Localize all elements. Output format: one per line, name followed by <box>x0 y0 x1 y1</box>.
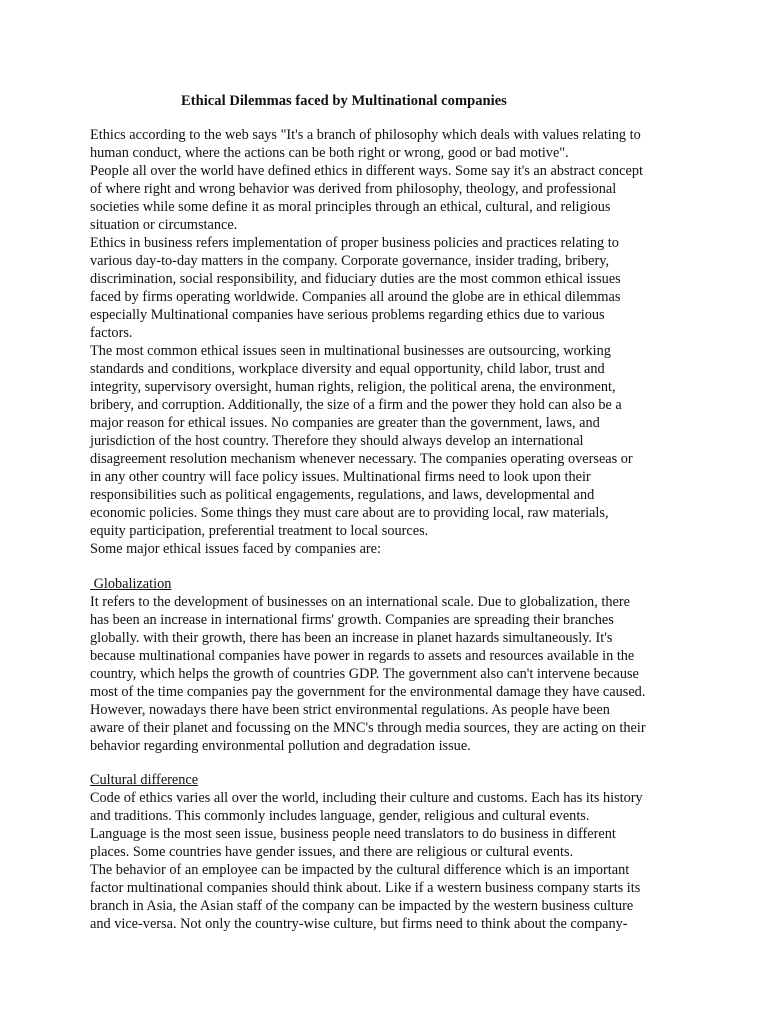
text-line: responsibilities such as political engagements, regulations, and laws, developmental and <box>90 487 595 503</box>
text-line: Language is the most seen issue, business people need translators to do business in different <box>90 826 616 842</box>
text-line: The behavior of an employee can be impacted by the cultural difference which is an important <box>90 862 630 878</box>
text-line: most of the time companies pay the government for the environmental damage they have caused. <box>90 684 646 700</box>
text-line: globally. with their growth, there has been an increase in planet hazards simultaneously. It's <box>90 630 613 646</box>
text-line: situation or circumstance. <box>90 217 238 233</box>
text-line: It refers to the development of businesses on an international scale. Due to globalization, there <box>90 594 630 610</box>
text-line: human conduct, where the actions can be both right or wrong, good or bad motive". <box>90 145 569 161</box>
text-line: major reason for ethical issues. No companies are greater than the government, laws, and <box>90 415 600 431</box>
text-line: People all over the world have defined ethics in different ways. Some say it's an abstract concept <box>90 163 643 179</box>
text-line: faced by firms operating worldwide. Companies all around the globe are in ethical dilemmas <box>90 289 621 305</box>
text-line: because multinational companies have power in regards to assets and resources available in the <box>90 648 635 664</box>
text-line: integrity, supervisory oversight, human rights, religion, the political arena, the environment, <box>90 379 616 395</box>
text-line: places. Some countries have gender issues, and there are religious or cultural events. <box>90 844 574 860</box>
text-line: of where right and wrong behavior was derived from philosophy, theology, and professional <box>90 181 617 197</box>
text-line: and vice-versa. Not only the country-wise culture, but firms need to think about the company- <box>90 916 628 932</box>
text-line: Code of ethics varies all over the world, including their culture and customs. Each has its history <box>90 790 643 806</box>
text-line: especially Multinational companies have serious problems regarding ethics due to various <box>90 307 605 323</box>
text-line: branch in Asia, the Asian staff of the company can be impacted by the western business culture <box>90 898 634 914</box>
text-line: economic policies. Some things they must care about are to providing local, raw materials, <box>90 505 609 521</box>
text-line: Ethics in business refers implementation of proper business policies and practices relating to <box>90 235 619 251</box>
text-line: disagreement resolution mechanism whenever necessary. The companies operating overseas or <box>90 451 633 467</box>
text-line: However, nowadays there have been strict environmental regulations. As people have been <box>90 702 610 718</box>
text-line: Ethics according to the web says "It's a branch of philosophy which deals with values relating to <box>90 127 641 143</box>
text-line: jurisdiction of the host country. Therefore they should always develop an international <box>90 433 584 449</box>
section-heading-globalization: Globalization <box>90 576 172 592</box>
text-line: and traditions. This commonly includes language, gender, religious and cultural events. <box>90 808 590 824</box>
text-line: societies while some define it as moral principles through an ethical, cultural, and religious <box>90 199 611 215</box>
text-line: country, which helps the growth of countries GDP. The government also can't intervene because <box>90 666 639 682</box>
text-line: discrimination, social responsibility, and fiduciary duties are the most common ethical issues <box>90 271 621 287</box>
text-line: equity participation, preferential treatment to local sources. <box>90 523 429 539</box>
text-line: standards and conditions, workplace diversity and equal opportunity, child labor, trust and <box>90 361 605 377</box>
text-line: Some major ethical issues faced by companies are: <box>90 541 381 557</box>
text-line: in any other country will face policy issues. Multinational firms need to look upon their <box>90 469 591 485</box>
text-line: various day-to-day matters in the company. Corporate governance, insider trading, bribery, <box>90 253 610 269</box>
text-line: The most common ethical issues seen in multinational businesses are outsourcing, working <box>90 343 611 359</box>
text-line: factor multinational companies should think about. Like if a western business company starts its <box>90 880 641 896</box>
text-line: factors. <box>90 325 133 341</box>
text-line: aware of their planet and focussing on the MNC's through media sources, they are acting on their <box>90 720 646 736</box>
text-line: behavior regarding environmental pollution and degradation issue. <box>90 738 471 754</box>
document-title: Ethical Dilemmas faced by Multinational companies <box>181 93 507 109</box>
text-line: has been an increase in international firms' growth. Companies are spreading their branches <box>90 612 614 628</box>
text-line: bribery, and corruption. Additionally, the size of a firm and the power they hold can also be a <box>90 397 622 413</box>
section-heading-cultural-difference: Cultural difference <box>90 772 199 788</box>
